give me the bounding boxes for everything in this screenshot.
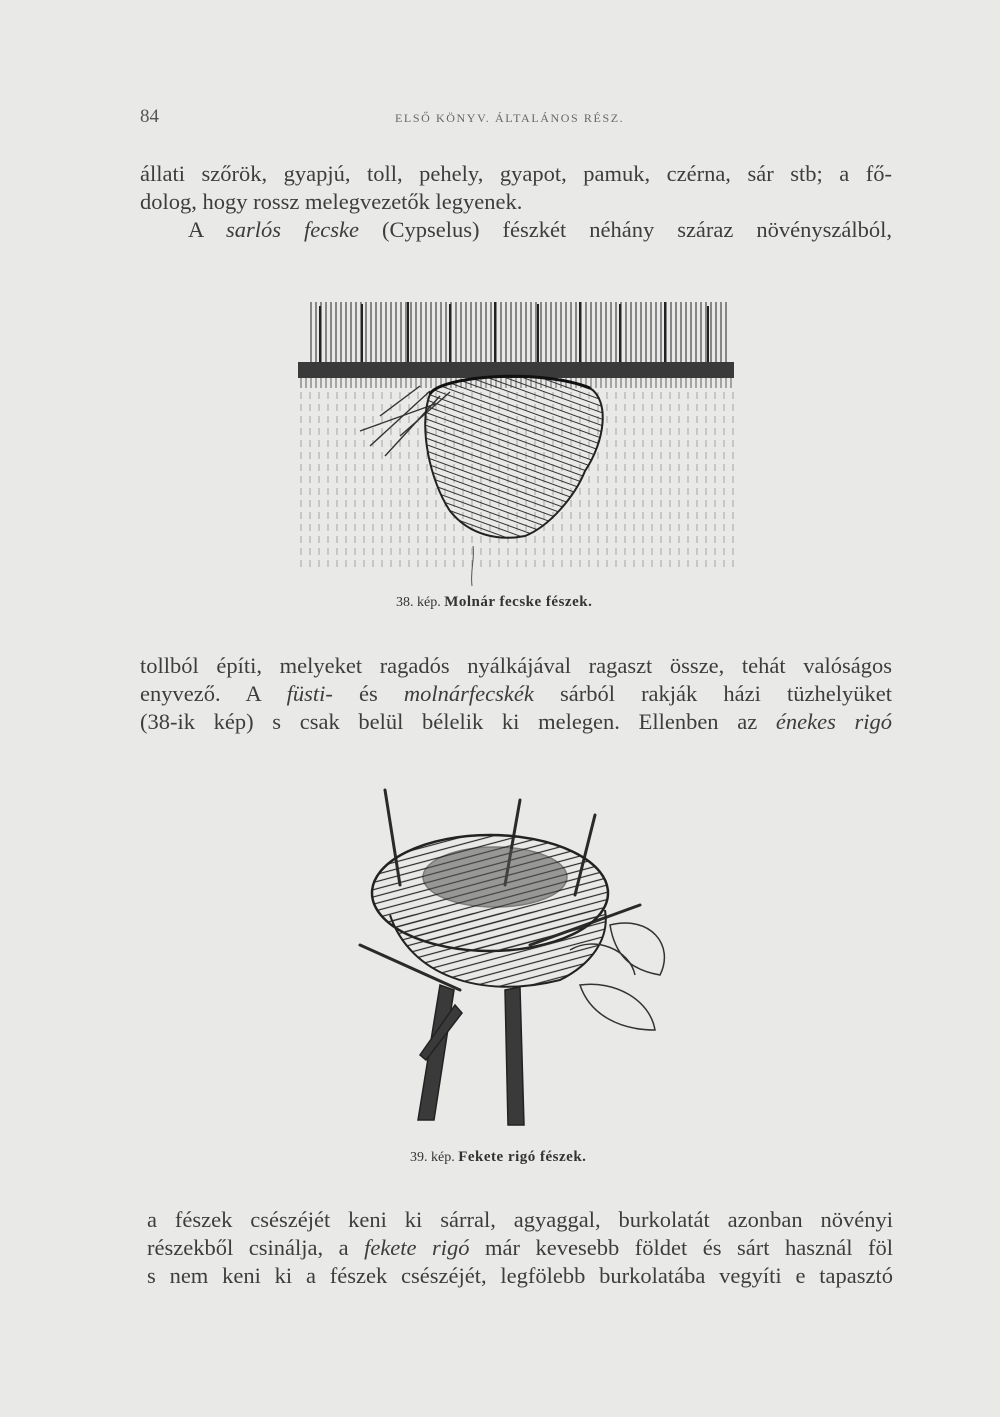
text-line: dolog, hogy rossz melegvezetők legyenek. bbox=[140, 189, 523, 214]
running-head: ELSŐ KÖNYV. ÁLTALÁNOS RÉSZ. bbox=[395, 111, 625, 125]
text-line: állati szőrök, gyapjú, toll, pehely, gyapot, pamuk, czérna, sár stb; a fő- bbox=[140, 161, 892, 186]
page-number: 84 bbox=[140, 106, 159, 127]
figure-number: 38. kép. bbox=[396, 595, 441, 610]
paragraph-3 bbox=[147, 1206, 893, 1290]
figure-38-caption bbox=[396, 594, 592, 611]
text-line: a fészek csészéjét keni ki sárral, agyaggal, burkolatát azonban növényi bbox=[147, 1207, 893, 1232]
text-line: részekből csinálja, a fekete rigó már kevesebb földet és sárt használ föl bbox=[147, 1235, 893, 1260]
paragraph-2 bbox=[140, 652, 892, 736]
page-header bbox=[140, 106, 860, 136]
paragraph-1 bbox=[140, 160, 892, 244]
figure-number: 39. kép. bbox=[410, 1150, 455, 1165]
text-line: tollból építi, melyeket ragadós nyálkájával ragaszt össze, tehát valóságos bbox=[140, 653, 892, 678]
figure-title: Molnár fecske fészek. bbox=[444, 594, 593, 610]
text-line: (38-ik kép) s csak belül bélelik ki melegen. Ellenben az énekes rigó bbox=[140, 709, 893, 734]
text-line: A sarlós fecske (Cypselus) fészkét néhány száraz növényszálból, bbox=[188, 217, 892, 242]
figure-39-caption bbox=[410, 1149, 586, 1166]
text-line: enyvező. A füsti- és molnárfecskék sárból rakják házi tüzhelyüket bbox=[140, 681, 892, 706]
swallow-nest-illustration bbox=[290, 296, 740, 596]
text-line: s nem keni ki a fészek csészéjét, legfölebb burkolatába vegyíti e tapasztó bbox=[147, 1263, 893, 1288]
blackbird-nest-illustration bbox=[330, 775, 700, 1145]
figure-title: Fekete rigó fészek. bbox=[458, 1149, 587, 1165]
